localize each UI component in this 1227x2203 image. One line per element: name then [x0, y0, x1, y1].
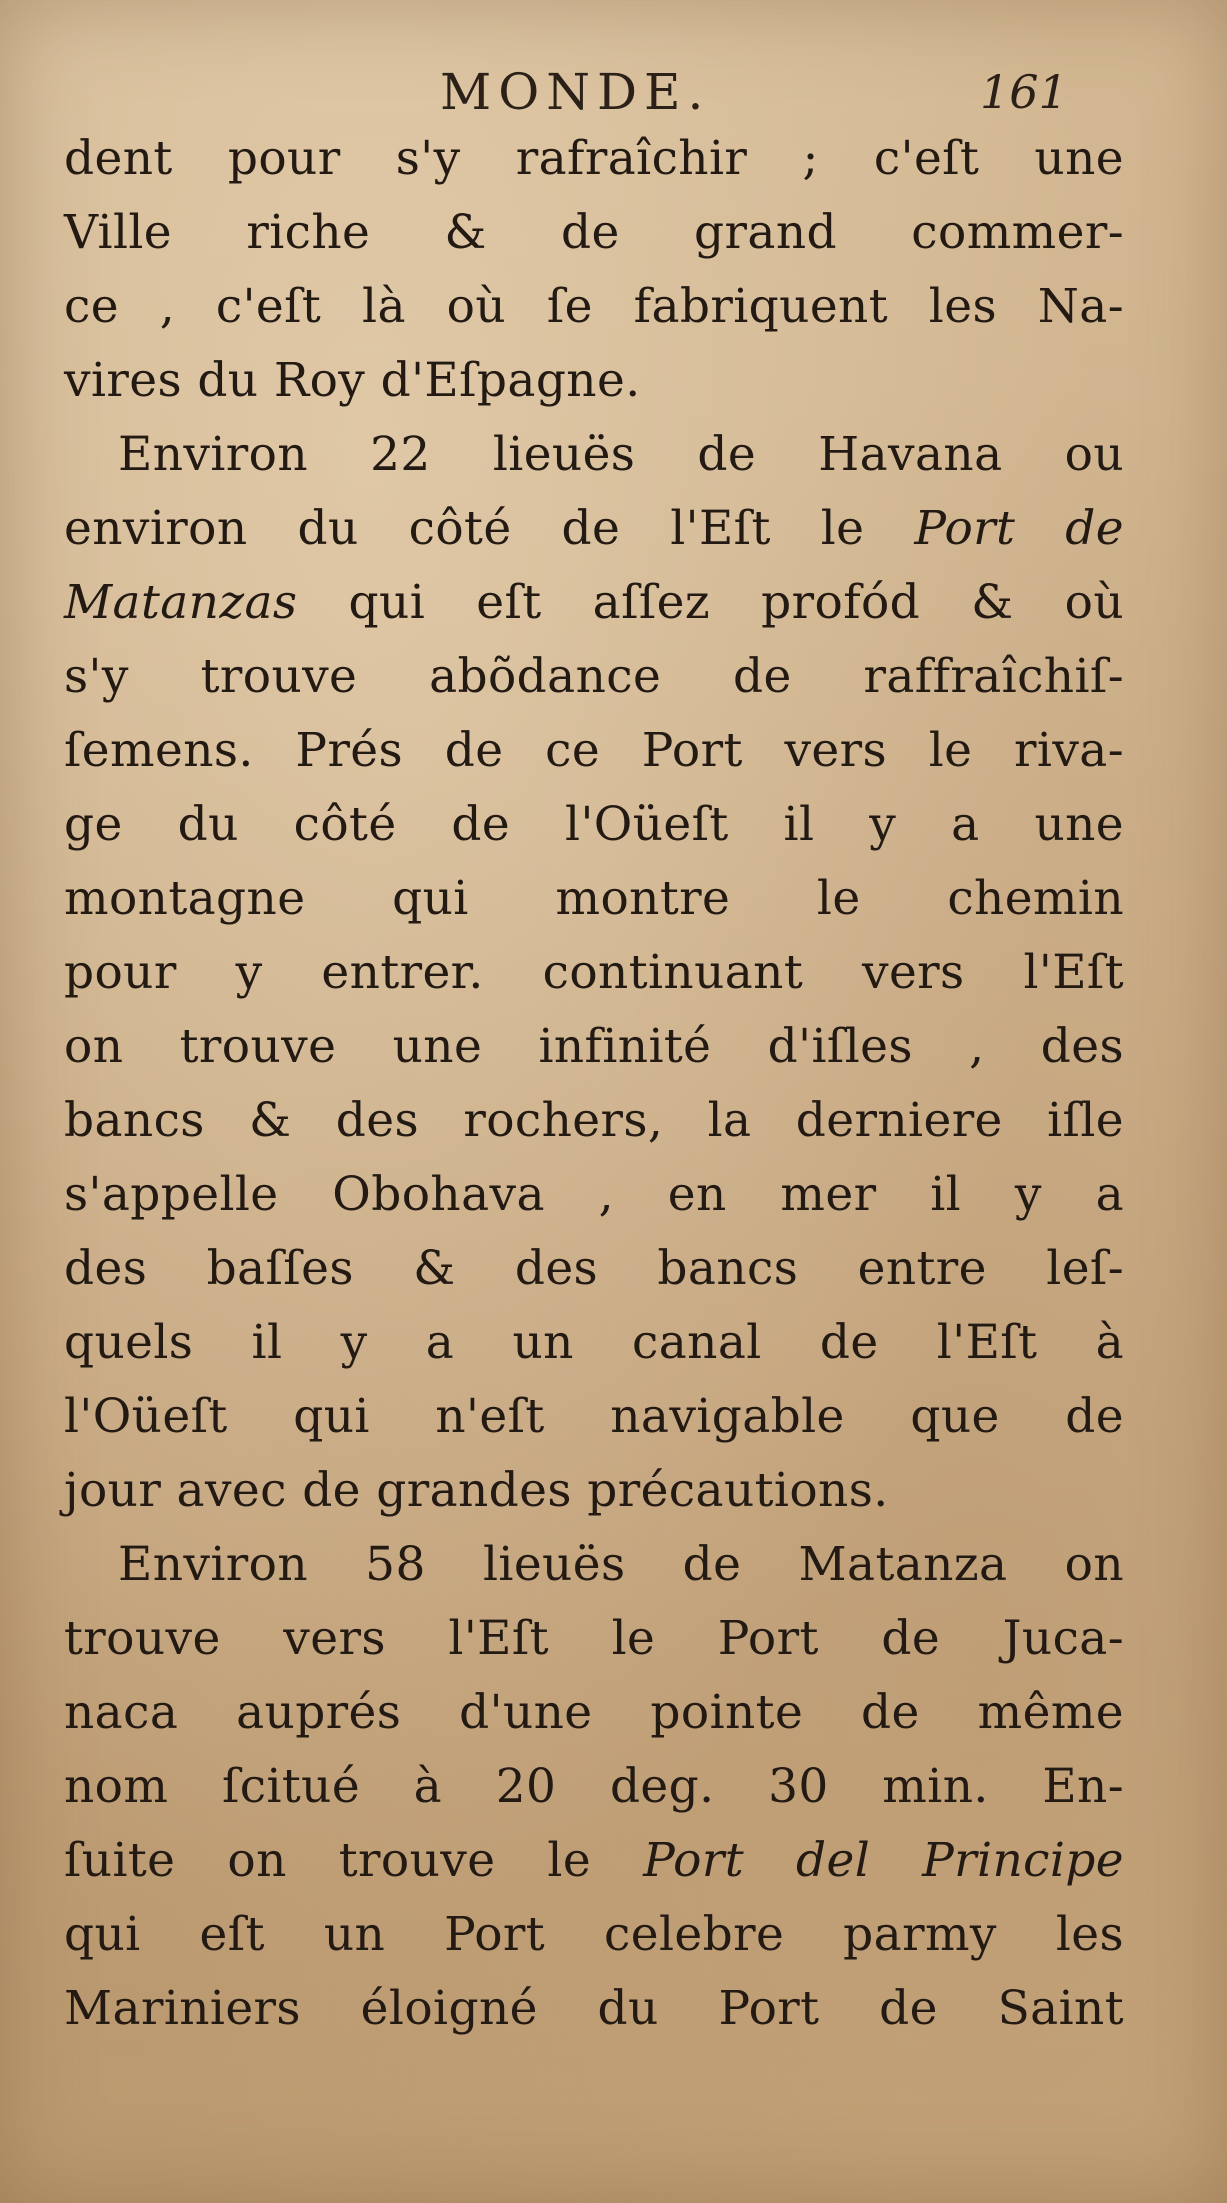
text-fragment: qui eſt aſſez profód & où [297, 575, 1124, 630]
text-line: naca auprés d'une pointe de même [64, 1685, 1124, 1740]
italic-place-name: Matanzas [64, 575, 298, 630]
text-line: quels il y a un canal de l'Eſt à [64, 1315, 1124, 1370]
text-line: dent pour s'y rafraîchir ; c'eſt une [64, 131, 1124, 186]
body-text [64, 122, 1124, 2046]
text-line: vires du Roy d'Eſpagne. [64, 353, 641, 408]
text-line: s'appelle Obohava , en mer il y a [64, 1167, 1124, 1222]
text-line: Environ 58 lieuës de Matanza on [118, 1537, 1124, 1592]
text-fragment: ſuite on trouve le [64, 1833, 644, 1888]
text-line: qui eſt un Port celebre parmy les [64, 1907, 1124, 1962]
text-line: des baſſes & des bancs entre leſ- [64, 1241, 1124, 1296]
text-line: ge du côté de l'Oüeſt il y a une [64, 797, 1124, 852]
text-line: ce , c'eſt là où ſe fabriquent les Na- [64, 279, 1124, 334]
text-line: trouve vers l'Eſt le Port de Juca- [64, 1611, 1124, 1666]
text-line: s'y trouve abõdance de raffraîchiſ- [64, 649, 1124, 704]
text-line: jour avec de grandes précautions. [64, 1463, 889, 1518]
text-line: Ville riche & de grand commer- [64, 205, 1124, 260]
running-head: MONDE. [440, 63, 711, 121]
text-line [64, 492, 1124, 566]
text-line: bancs & des rochers, la derniere iſle [64, 1093, 1124, 1148]
text-line [64, 566, 1124, 640]
text-line: montagne qui montre le chemin [64, 871, 1124, 926]
text-fragment: environ du côté de l'Eſt le [64, 501, 915, 556]
text-line: nom ſcitué à 20 deg. 30 min. En- [64, 1759, 1124, 1814]
page-number: 161 [980, 65, 1068, 119]
text-line: on trouve une infinité d'iſles , des [64, 1019, 1124, 1074]
text-line: pour y entrer. continuant vers l'Eſt [64, 945, 1124, 1000]
text-line: l'Oüeſt qui n'eſt navigable que de [64, 1389, 1124, 1444]
text-line: Mariniers éloigné du Port de Saint [64, 1981, 1124, 2036]
page-header [0, 52, 1227, 132]
text-line: Environ 22 lieuës de Havana ou [118, 427, 1124, 482]
italic-place-name: Port de [914, 501, 1124, 556]
text-line [64, 1824, 1124, 1898]
italic-place-name: Port del Principe [643, 1833, 1124, 1888]
text-line: ſemens. Prés de ce Port vers le riva- [64, 723, 1124, 778]
